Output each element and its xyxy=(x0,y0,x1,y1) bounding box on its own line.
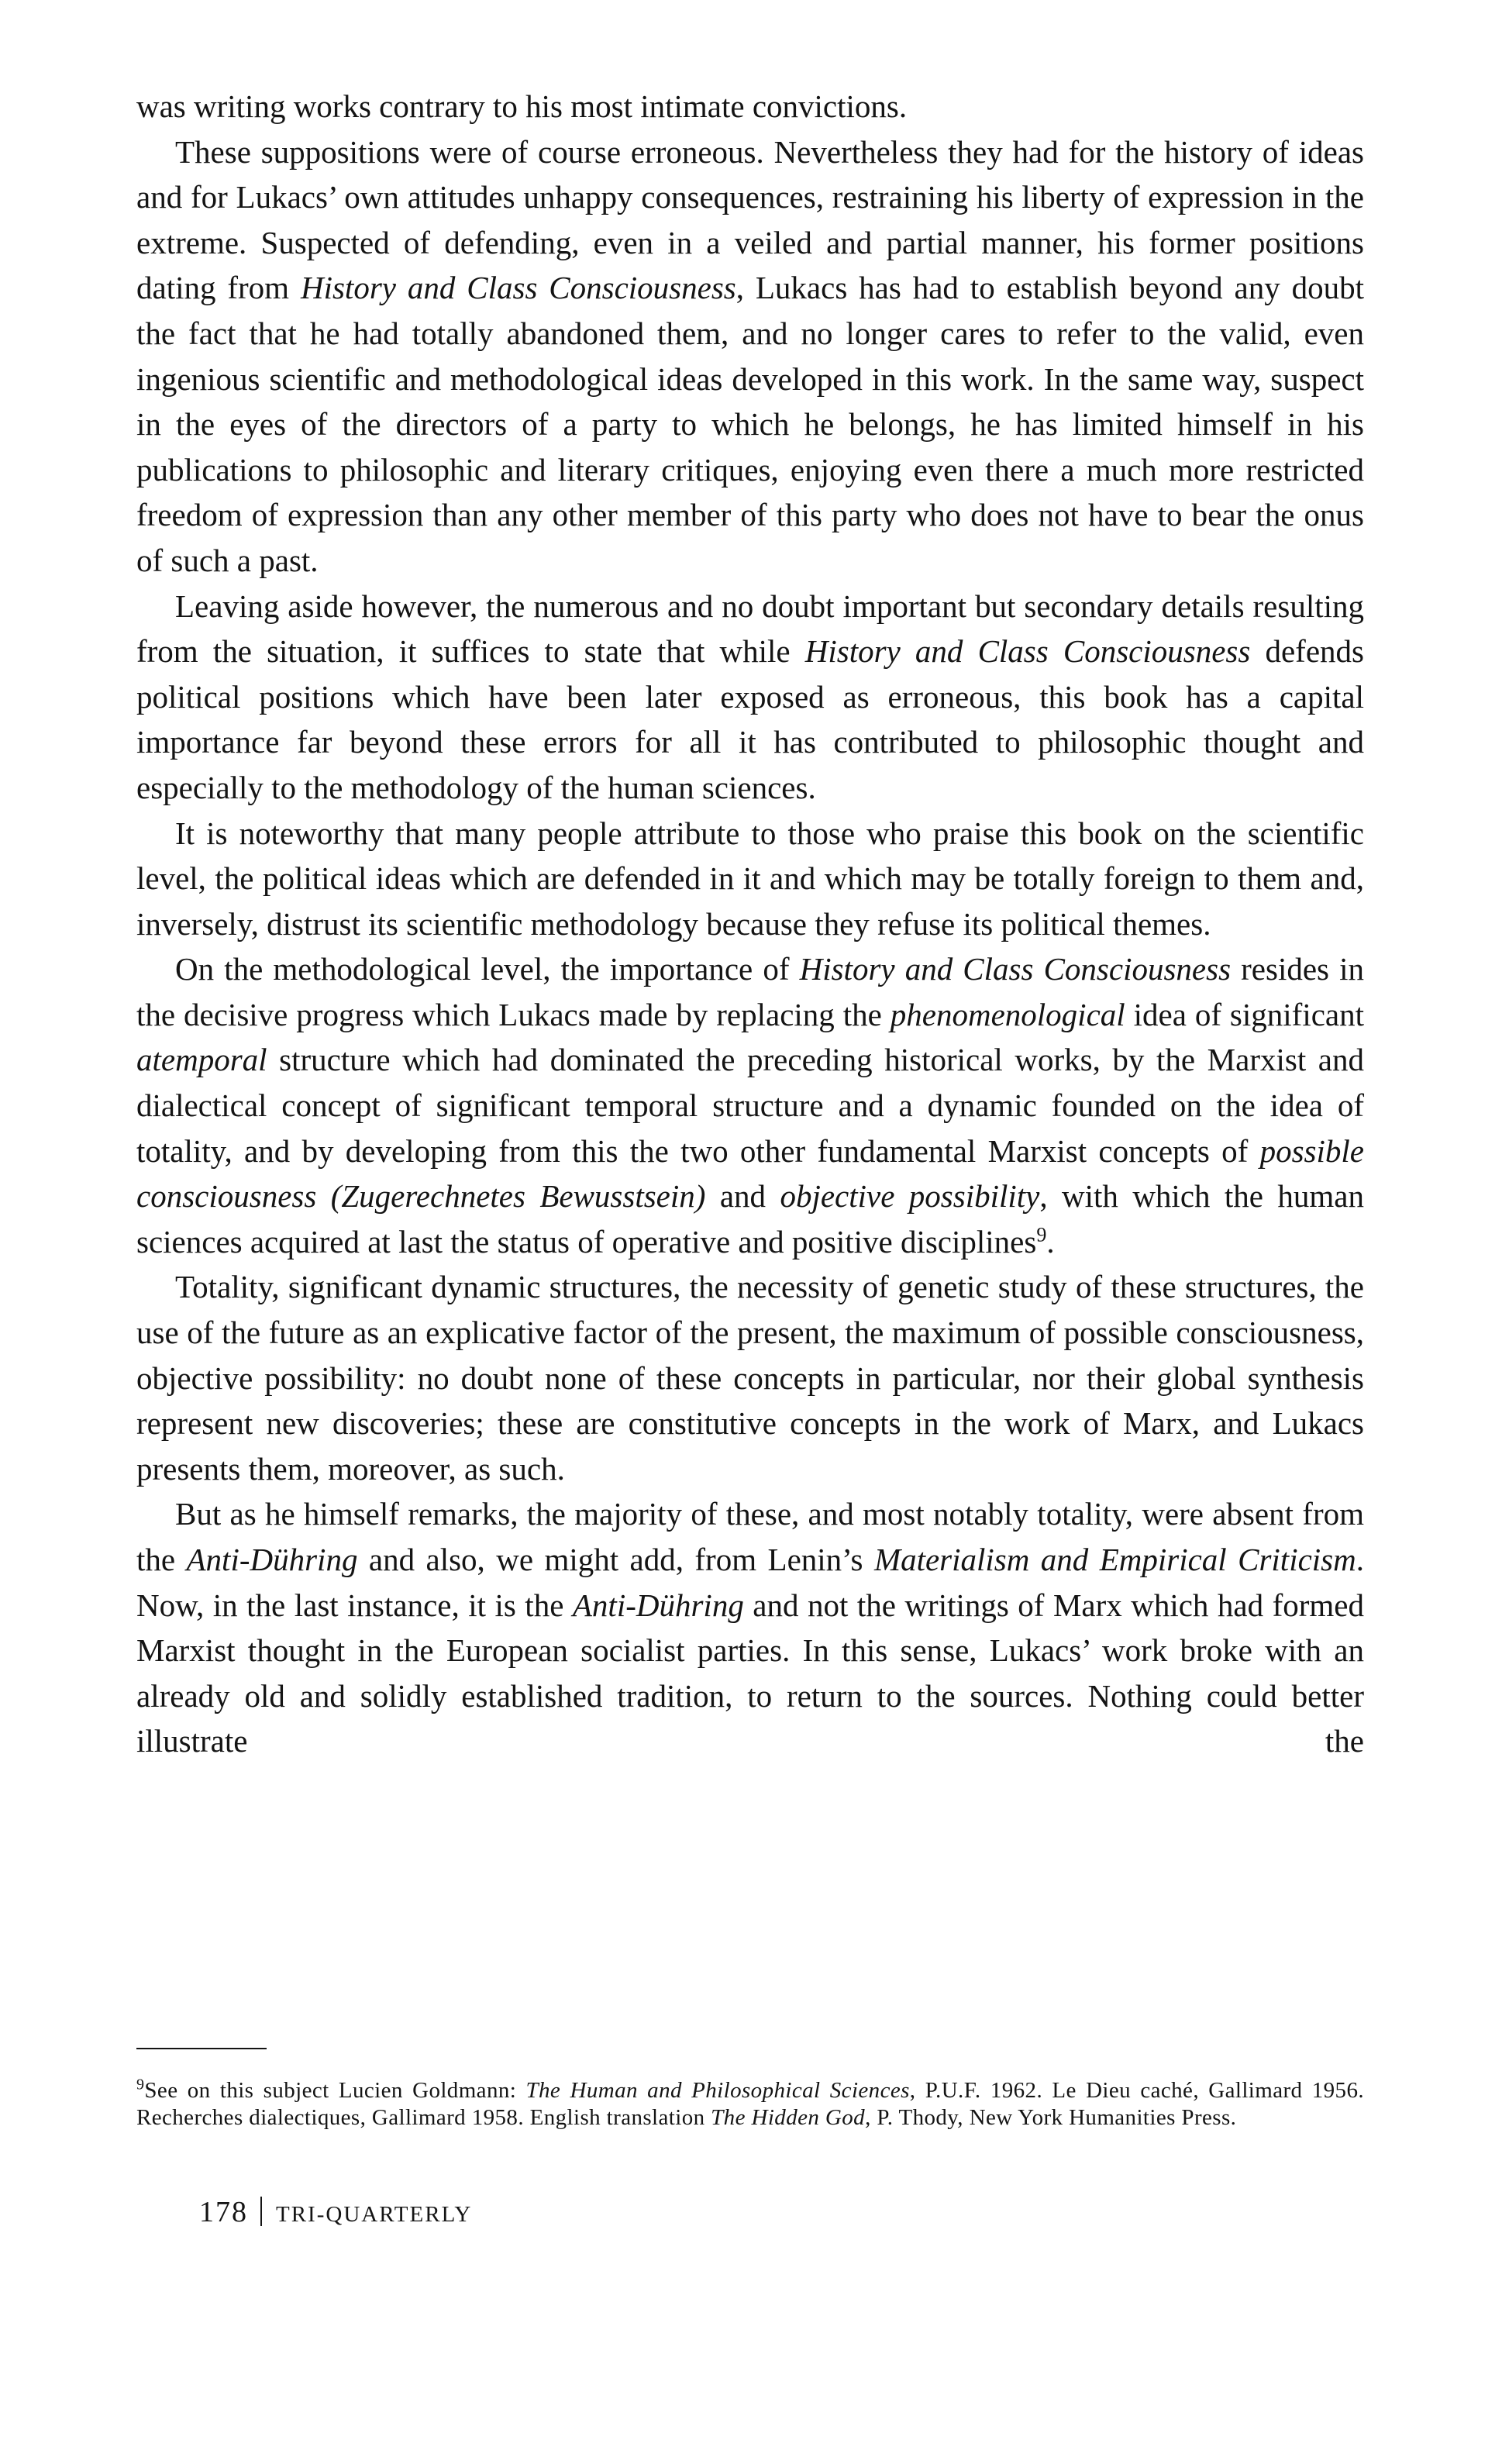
paragraph-5-text-g: . xyxy=(1046,1223,1055,1260)
book-title-italic: History and Class Consciousness xyxy=(799,951,1232,987)
paragraph-7-text-c: . Now, in the last instance, it is the xyxy=(136,1542,1364,1623)
book-title-italic: Anti-Dühring xyxy=(572,1587,744,1623)
paragraph-4-text: It is noteworthy that many people attribute to those who praise this book on the scientific level, the political ideas which are defended in it and which may be totally foreign to them and, inversely, distrust its scientific methodology because they refuse its political themes. xyxy=(136,815,1364,942)
footnote xyxy=(136,2077,1364,2131)
paragraph-5-text-f: , with which the human sciences acquired at last the status of operative and positive disciplines xyxy=(136,1178,1364,1260)
paragraph-7-text-d: and not the writings of Marx which had formed Marxist thought in the European socialist parties. In this sense, Lukacs’ work broke with an already old and solidly established tradition, to return to the sources. Nothing could better illustrate the xyxy=(136,1587,1364,1759)
paragraph-3-text-a: Leaving aside however, the numerous and no doubt important but secondary details resulting from the situation, it suffices to state that while xyxy=(136,588,1364,670)
paragraph-5-text-c: idea of significant xyxy=(1125,996,1364,1032)
page-footer xyxy=(199,2195,472,2229)
footnote-text-a: See on this subject Lucien Goldmann: xyxy=(144,2078,526,2103)
paragraph-5-text-e: and xyxy=(705,1178,780,1215)
footnote-marker: 9 xyxy=(136,2076,145,2094)
paragraph-1-text: was writing works contrary to his most intimate convictions. xyxy=(136,88,908,124)
emphasis-italic: phenomenological xyxy=(890,996,1125,1032)
paragraph-5-text-a: On the methodological level, the importance of xyxy=(175,951,800,987)
paragraph-2-text-a: These suppositions were of course erroneous. Nevertheless they had for the history of ideas and for Lukacs’ own attitudes unhappy consequences, restraining his liberty of expression in the extreme. Suspected of defending, even in a veiled and partial manner, his former positions dating from xyxy=(136,133,1364,306)
book-title-italic: Materialism and Empirical Criticism xyxy=(873,1542,1356,1577)
page-number: 178 xyxy=(199,2196,248,2228)
paragraph-5-text-b: resides in the decisive progress which Lukacs made by replacing the xyxy=(136,951,1364,1032)
paragraph-7-text-a: But as he himself remarks, the majority of these, and most notably totality, were absent from the xyxy=(136,1496,1364,1577)
footnote-text-b: , P.U.F. 1962. Le Dieu caché, Gallimard 1956. Recherches dialectiques, Gallimard 1958. English translation xyxy=(136,2078,1364,2130)
footnote-book-title: The Hidden God xyxy=(711,2105,866,2130)
paragraph-4 xyxy=(136,811,1364,947)
emphasis-italic: atemporal xyxy=(136,1042,267,1078)
paragraph-3-text-b: defends political positions which have been later exposed as erroneous, this book has a capital importance far beyond these errors for all it has contributed to philosophic thought and especially to the methodology of the human sciences. xyxy=(136,633,1364,805)
emphasis-italic: objective possibility xyxy=(780,1178,1040,1215)
paragraph-6 xyxy=(136,1264,1364,1491)
paragraph-7-text-b: and also, we might add, from Lenin’s xyxy=(357,1542,874,1577)
paragraph-1 xyxy=(136,84,1364,129)
paragraph-2-text-b: , Lukacs has had to establish beyond any doubt the fact that he had totally abandoned them, and no longer cares to refer to the valid, even ingenious scientific and methodological ideas developed in this work. In the same way, suspect in the eyes of the directors of a party to which he belongs, he has limited himself in his publications to philosophic and literary critiques, enjoying even there a much more restricted freedom of expression than any other member of this party who does not have to bear the onus of such a past. xyxy=(136,270,1365,578)
paragraph-2 xyxy=(136,129,1364,584)
footnote-divider xyxy=(136,2048,267,2049)
footer-separator xyxy=(260,2197,262,2226)
paragraph-6-text: Totality, significant dynamic structures, the necessity of genetic study of these structures, the use of the future as an explicative factor of the present, the maximum of possible consciousness, objective possibility: no doubt none of these concepts in particular, nor their global synthesis represent new discoveries; these are constitutive concepts in the work of Marx, and Lukacs presents them, moreover, as such. xyxy=(136,1269,1364,1487)
book-title-italic: History and Class Consciousness xyxy=(804,633,1251,670)
paragraph-7 xyxy=(136,1491,1364,1764)
book-title-italic: Anti-Dühring xyxy=(186,1542,358,1577)
footnote-text-c: , P. Thody, New York Humanities Press. xyxy=(865,2105,1237,2130)
paragraph-3 xyxy=(136,584,1364,811)
emphasis-italic: possible consciousness (Zugerechnetes Bewusstsein) xyxy=(136,1132,1364,1215)
book-title-italic: History and Class Consciousness xyxy=(300,270,736,306)
body-text xyxy=(136,84,1364,1764)
paragraph-5 xyxy=(136,946,1364,1264)
footnote-book-title: The Human and Philosophical Sciences xyxy=(525,2078,910,2103)
paragraph-5-text-d: structure which had dominated the preceding historical works, by the Marxist and dialectical concept of significant temporal structure and a dynamic founded on the idea of totality, and by developing from this the two other fundamental Marxist concepts of xyxy=(136,1042,1364,1169)
journal-name: TRI-QUARTERLY xyxy=(276,2202,473,2227)
footnote-reference[interactable]: 9 xyxy=(1036,1223,1047,1246)
